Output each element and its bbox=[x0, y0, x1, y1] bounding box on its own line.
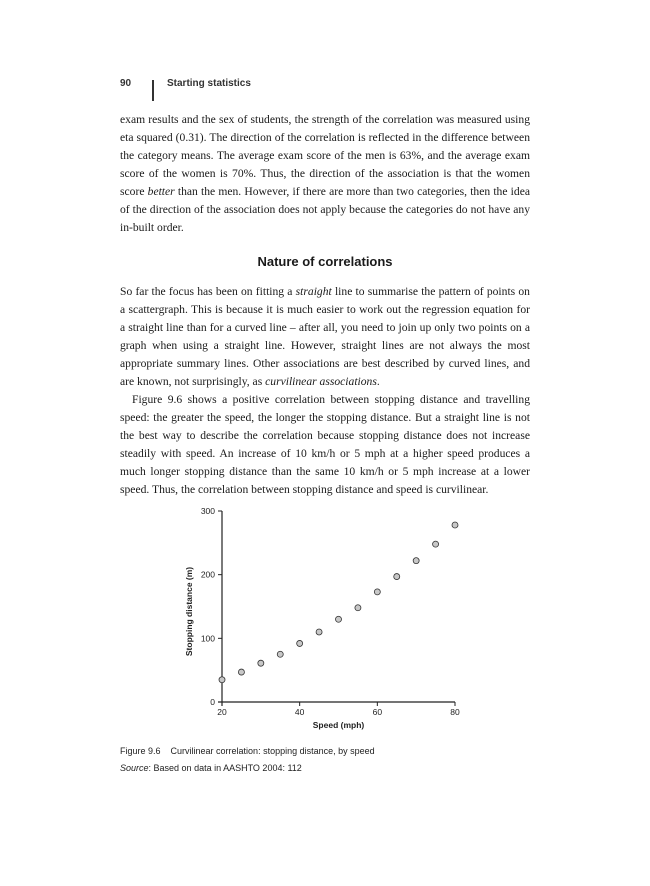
emphasis-text: better bbox=[147, 185, 175, 198]
paragraph bbox=[120, 283, 530, 391]
x-tick-label: 60 bbox=[372, 707, 383, 717]
text-run: than the men. However, if there are more than two categories, then the idea of the direction of the association does not apply because the categories do not have any in-built order. bbox=[120, 185, 530, 234]
data-point bbox=[277, 651, 283, 657]
y-axis-label: Stopping distance (m) bbox=[184, 566, 194, 657]
y-tick-label: 300 bbox=[200, 506, 215, 516]
section-paragraphs bbox=[120, 283, 530, 499]
data-point bbox=[394, 574, 400, 580]
paragraph bbox=[120, 111, 530, 237]
y-tick-label: 100 bbox=[200, 633, 215, 644]
text-run: line to summarise the pattern of points on a scattergraph. This is because it is much easier to work out the regression equation for a straight line than for a curved line – after all, you need to join up only two points on a graph when using a straight line. However, straight lines are not always the most appropriate summary lines. Other associations are best described by curved lines, and are known, not surprisingly, as bbox=[120, 285, 530, 388]
data-point bbox=[374, 589, 380, 595]
figure-caption-line bbox=[120, 743, 375, 760]
y-tick-label: 0 bbox=[210, 697, 215, 707]
figure-source-line bbox=[120, 760, 375, 777]
data-point bbox=[452, 522, 458, 528]
scatter-chart bbox=[180, 500, 480, 735]
page-number: 90 bbox=[120, 78, 132, 89]
data-point bbox=[258, 660, 264, 666]
figure-number: Figure 9.6 bbox=[120, 746, 161, 756]
emphasis-text: straight bbox=[295, 285, 332, 298]
section-heading: Nature of correlations bbox=[257, 254, 393, 269]
data-point bbox=[355, 605, 361, 611]
data-point bbox=[219, 677, 225, 683]
text-run: exam results and the sex of students, the strength of the correlation was measured using eta squared (0.31). The direction of the correlation is reflected in the difference between the category means. The average exam score of the men is 63%, and the average exam score of the women is 70%. Thus, the direction of the association is that the women score bbox=[120, 113, 530, 198]
emphasis-text: curvilinear associations bbox=[265, 375, 377, 388]
header-divider bbox=[152, 80, 154, 101]
data-point bbox=[433, 541, 439, 547]
running-head: Starting statistics bbox=[167, 78, 251, 89]
data-point bbox=[297, 640, 303, 646]
text-run: So far the focus has been on fitting a bbox=[120, 285, 296, 298]
scatter-plot-svg bbox=[180, 500, 480, 735]
x-tick-label: 80 bbox=[450, 707, 460, 717]
x-tick-label: 40 bbox=[294, 707, 305, 717]
x-tick-label: 20 bbox=[217, 707, 227, 717]
figure-caption bbox=[120, 743, 375, 777]
data-point bbox=[238, 669, 244, 675]
text-run: . bbox=[376, 375, 380, 388]
text-run: Figure 9.6 shows a positive correlation between stopping distance and travelling speed: the greater the speed, the longer the stopping distance. But a straight line is not the best way to describe the correlation because stopping distance does not increase steadily with speed. An increase of 10 km/h or 5 mph at a higher speed produces a much longer stopping distance than the same 10 km/h or 5 mph increase at a lower speed. Thus, the correlation between stopping distance and speed is curvilinear. bbox=[120, 393, 530, 496]
data-point bbox=[413, 558, 419, 564]
intro-paragraphs bbox=[120, 111, 530, 237]
x-axis-label: Speed (mph) bbox=[312, 720, 365, 730]
source-text: : Based on data in AASHTO 2004: 112 bbox=[148, 763, 302, 773]
figure-caption-text: Curvilinear correlation: stopping distance, by speed bbox=[170, 746, 375, 756]
paragraph bbox=[120, 391, 530, 499]
source-label: Source bbox=[120, 763, 149, 773]
data-point bbox=[336, 616, 342, 622]
y-tick-label: 200 bbox=[200, 569, 215, 580]
page-header bbox=[120, 78, 530, 102]
data-point bbox=[316, 629, 322, 635]
